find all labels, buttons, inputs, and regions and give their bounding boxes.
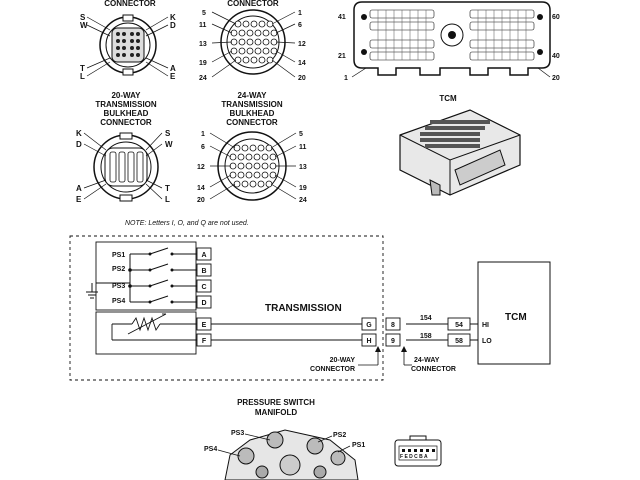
c24-left-5: 24 — [199, 75, 207, 82]
wire-158: 158 — [420, 333, 432, 340]
bulk24-right-3: 13 — [299, 164, 307, 171]
tcm-pin-41: 41 — [338, 14, 346, 21]
bulk24-right-2: 11 — [299, 144, 307, 151]
tcm-pin-54: 54 — [455, 322, 463, 329]
c24-right-2: 6 — [298, 22, 302, 29]
c16-label-s: S — [80, 13, 86, 22]
bulk20-title-1: 20-WAY — [111, 91, 141, 100]
pin-f: F — [201, 338, 207, 345]
c24-right-3: 12 — [298, 41, 306, 48]
conn24-label-b: CONNECTOR — [411, 366, 456, 373]
c16-label-t: T — [80, 64, 85, 73]
c24-left-2: 11 — [199, 22, 207, 29]
ps1-label: PS1 — [112, 252, 126, 259]
c24-left-4: 19 — [199, 60, 207, 67]
pin24-8: 8 — [391, 322, 395, 329]
tcm-pin-1: 1 — [344, 75, 348, 82]
tcm-pin-20: 20 — [552, 75, 560, 82]
c24-left-1: 5 — [202, 10, 206, 17]
c16-label-d: D — [170, 21, 176, 30]
ground-symbol — [86, 254, 130, 302]
bulk20-left-a: A — [76, 184, 82, 193]
bulk20-right-l: L — [165, 195, 170, 204]
bulk20-title-2: TRANSMISSION — [95, 100, 157, 109]
bulk24-right-1: 5 — [299, 131, 303, 138]
manifold-connector-face — [395, 436, 441, 466]
bulk24-right-4: 19 — [299, 185, 307, 192]
pin20-h: H — [366, 338, 372, 345]
bulk24-left-2: 6 — [201, 144, 205, 151]
c24-title: CONNECTOR — [227, 0, 279, 8]
manifold-title-b: MANIFOLD — [254, 408, 298, 417]
pin-c: C — [201, 284, 207, 291]
bulk24-left-1: 1 — [201, 131, 205, 138]
c16-label-k: K — [170, 13, 176, 22]
manifold-ps4: PS4 — [204, 446, 218, 453]
tcm-module-title: TCM — [439, 94, 457, 103]
pin-e: E — [201, 322, 207, 329]
bulk20-connector-face — [94, 133, 158, 201]
bulk24-right-5: 24 — [299, 197, 307, 204]
manifold-ps2: PS2 — [333, 432, 347, 439]
bulk24-left-3: 12 — [197, 164, 205, 171]
tcm-connector-face — [354, 2, 550, 75]
switch-lines — [130, 248, 198, 302]
wire-154: 154 — [420, 315, 432, 322]
c16-title: CONNECTOR — [104, 0, 156, 8]
hi-label: HI — [482, 322, 489, 329]
bulk24-title-2: TRANSMISSION — [221, 100, 283, 109]
bulk20-right-t: T — [165, 184, 170, 193]
bulk20-right-w: W — [165, 140, 173, 149]
letters-note: NOTE: Letters I, O, and Q are not used. — [125, 220, 249, 227]
bulk20-left-d: D — [76, 140, 82, 149]
c24-right-4: 14 — [298, 60, 306, 67]
conn20-label-a: 20-WAY — [329, 357, 355, 364]
conn20-label-b: CONNECTOR — [310, 366, 355, 373]
c24-left-3: 13 — [199, 41, 207, 48]
manifold-title-a: PRESSURE SWITCH — [237, 398, 315, 407]
ps4-label: PS4 — [112, 298, 126, 305]
bulk20-left-e: E — [76, 195, 82, 204]
bulk24-left-4: 14 — [197, 185, 205, 192]
pin-b: B — [201, 268, 207, 275]
bulk24-title-3: BULKHEAD — [229, 109, 275, 118]
ps2-label: PS2 — [112, 266, 126, 273]
tcm-pin-21: 21 — [338, 53, 346, 60]
conn24-label-a: 24-WAY — [414, 357, 440, 364]
temperature-sensor — [112, 314, 197, 340]
c16-label-l: L — [80, 72, 85, 81]
temp-sensor-box — [96, 312, 196, 354]
ps3-label: PS3 — [112, 283, 126, 290]
tcm-pin-40: 40 — [552, 53, 560, 60]
c16-label-w: W — [80, 21, 88, 30]
lo-label: LO — [482, 338, 492, 345]
pin-a: A — [201, 252, 207, 259]
pressure-switch-manifold-box — [96, 242, 196, 310]
c16-label-e: E — [170, 72, 176, 81]
bulk20-title-3: BULKHEAD — [103, 109, 149, 118]
pin20-g: G — [366, 322, 372, 329]
pin-d: D — [201, 300, 207, 307]
tcm-pin-58: 58 — [455, 338, 463, 345]
c16-label-a: A — [170, 64, 176, 73]
tcm-module-drawing — [400, 110, 520, 195]
signal-wires — [211, 324, 478, 340]
pin24-9: 9 — [391, 338, 395, 345]
c24-right-1: 1 — [298, 10, 302, 17]
tcm-box-label: TCM — [505, 312, 527, 323]
transmission-label: TRANSMISSION — [265, 303, 342, 314]
manifold-connector-pins: F E D C B A — [400, 454, 428, 460]
c24-right-5: 20 — [298, 75, 306, 82]
bulk24-title-4: CONNECTOR — [226, 118, 278, 127]
bulk24-title-1: 24-WAY — [237, 91, 267, 100]
bulk20-left-k: K — [76, 129, 82, 138]
manifold-ps1: PS1 — [352, 442, 366, 449]
manifold-ps3: PS3 — [231, 430, 245, 437]
bulk24-left-5: 20 — [197, 197, 205, 204]
tcm-pin-60: 60 — [552, 14, 560, 21]
bulk20-title-4: CONNECTOR — [100, 118, 152, 127]
c16-connector-face — [100, 15, 156, 75]
bulk20-right-s: S — [165, 129, 171, 138]
